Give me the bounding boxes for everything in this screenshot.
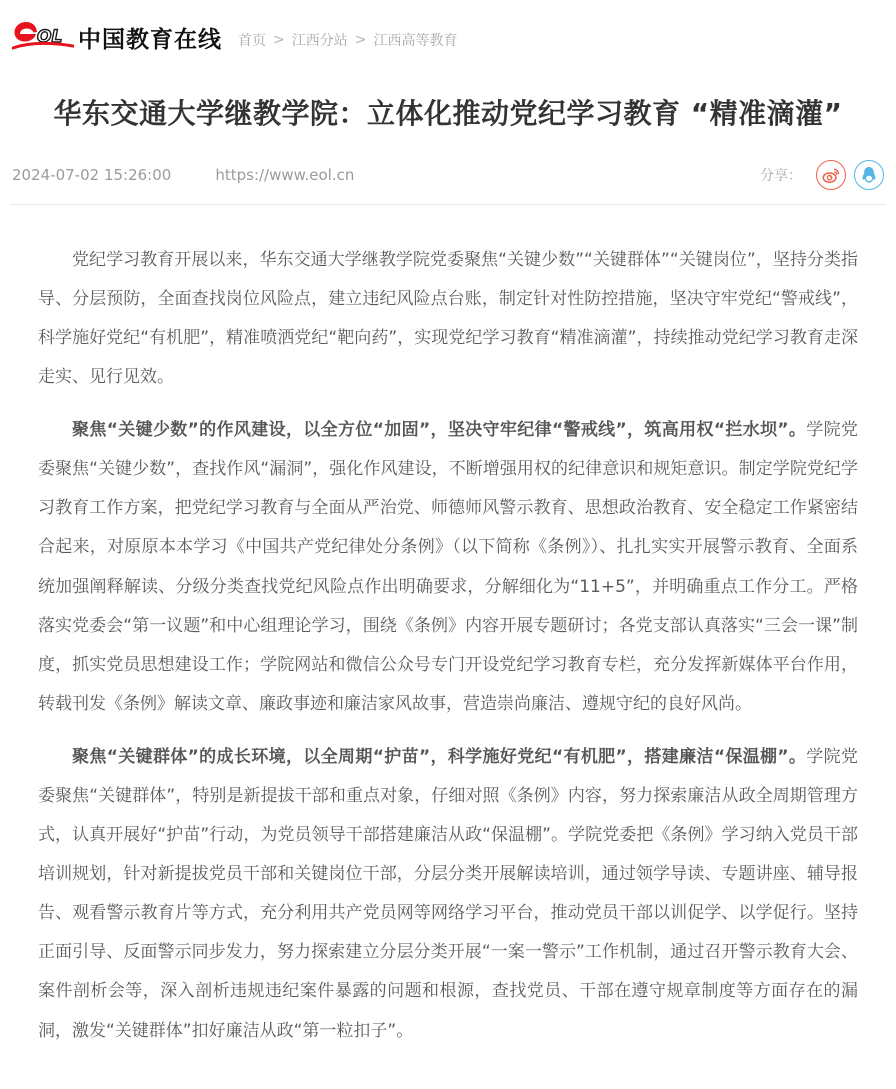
weibo-icon: [821, 165, 841, 185]
paragraph-text: 学院党委聚焦“关键群体”，特别是新提拔干部和重点对象，仔细对照《条例》内容，努力探索廉洁从政全周期管理方式，认真开展好“护苗”行动，为党员领导干部搭建廉洁从政“保温棚”。学院党委把《条例》学习纳入党员干部培训规划，针对新提拔党员干部和关键岗位干部，分层分类开展解读培训，通过领学导读、专题讲座、辅导报告、观看警示教育片等方式，充分利用共产党员网等网络学习平台，推动党员干部以训促学、以学促行。坚持正面引导、反面警示同步发力，努力探索建立分层分类开展“一案一警示”工作机制，通过召开警示教育大会、案件剖析会等，深入剖析违规违纪案件暴露的问题和根源，查找党员、干部在遵守规章制度等方面存在的漏洞，激发“关键群体”扣好廉洁从政“第一粒扣子”。: [38, 746, 859, 1041]
site-header: [0, 0, 896, 62]
share-label: 分享：: [760, 167, 802, 184]
paragraph-lead: 聚焦“关键群体”的成长环境，以全周期“护苗”，科学施好党纪“有机肥”，搭建廉洁“保温棚”。: [72, 746, 807, 767]
paragraph-text: 学院党委聚焦“关键少数”，查找作风“漏洞”，强化作风建设，不断增强用权的纪律意识和规矩意识。制定学院党纪学习教育工作方案，把党纪学习教育与全面从严治党、师德师风警示教育、思想政治教育、安全稳定工作紧密结合起来，对原原本本学习《中国共产党纪律处分条例》（以下简称《条例》）、扎扎实实开展警示教育、全面系统加强阐释解读、分级分类查找党纪风险点作出明确要求，分解细化为“11+5”，并明确重点工作分工。严格落实党委会“第一议题”和中心组理论学习，围绕《条例》内容开展专题研讨；各党支部认真落实“三会一课”制度，抓实党员思想建设工作；学院网站和微信公众号专门开设党纪学习教育专栏，充分发挥新媒体平台作用，转载刊发《条例》解读文章、廉政事迹和廉洁家风故事，营造崇尚廉洁、遵规守纪的良好风尚。: [38, 420, 859, 714]
breadcrumb-jiangxi-higher-edu[interactable]: 江西高等教育: [373, 33, 458, 49]
paragraph: [38, 411, 858, 724]
article-body: [0, 205, 896, 1089]
breadcrumb-jiangxi-branch[interactable]: 江西分站: [291, 33, 348, 49]
share-qq-button[interactable]: [854, 160, 884, 190]
page-title: 华东交通大学继教学院：立体化推动党纪学习教育 “精准滴灌”: [53, 97, 843, 130]
breadcrumb-separator: >: [273, 32, 285, 48]
source-url: https://www.eol.cn: [215, 165, 355, 184]
article-meta-bar: [10, 160, 886, 205]
publish-date: 2024-07-02 15:26:00: [12, 165, 172, 184]
site-name[interactable]: 中国教育在线: [78, 26, 222, 53]
paragraph: [38, 738, 858, 1051]
site-logo[interactable]: [12, 19, 222, 55]
breadcrumb: [238, 24, 457, 50]
logo-letters: OL: [37, 27, 63, 47]
breadcrumb-home[interactable]: 首页: [238, 33, 266, 49]
paragraph: [38, 241, 858, 397]
breadcrumb-separator: >: [354, 32, 367, 48]
qq-icon: [859, 165, 879, 185]
eol-logo-icon: [12, 19, 74, 55]
share-weibo-button[interactable]: [816, 160, 846, 190]
paragraph-text: 党纪学习教育开展以来，华东交通大学继教学院党委聚焦“关键少数”“关键群体”“关键岗位”，坚持分类指导、分层预防，全面查找岗位风险点，建立违纪风险点台账，制定针对性防控措施，坚决守牢党纪“警戒线”，科学施好党纪“有机肥”，精准喷洒党纪“靶向药”，实现党纪学习教育“精准滴灌”，持续推动党纪学习教育走深走实、见行见效。: [38, 249, 858, 388]
paragraph-lead: 聚焦“关键少数”的作风建设，以全方位“加固”，坚决守牢纪律“警戒线”，筑高用权“拦水坝”。: [72, 420, 807, 441]
